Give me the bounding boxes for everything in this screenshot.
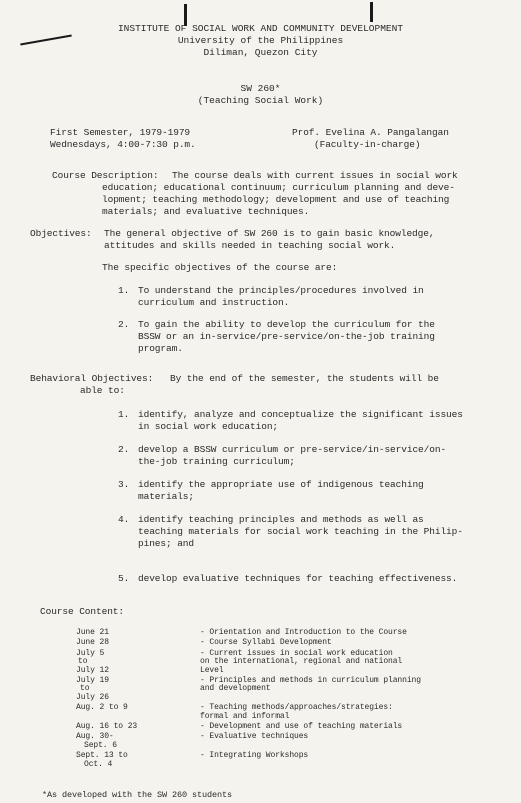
behavioral-number: 4. <box>118 514 130 525</box>
university-name: University of the Philippines <box>177 35 344 46</box>
content-date: July 12 <box>76 666 109 675</box>
content-date: June 21 <box>76 628 109 637</box>
general-objective-line: attitudes and skills needed in teaching social work. <box>104 240 396 251</box>
content-date: Sept. 13 to <box>76 751 128 760</box>
course-code: SW 260* <box>240 83 281 94</box>
content-date: Aug. 30- <box>76 732 114 741</box>
content-topic: formal and informal <box>200 712 290 721</box>
content-topic: - Integrating Workshops <box>200 751 309 760</box>
description-line: materials; and evaluative techniques. <box>102 206 310 217</box>
specific-objective-number: 2. <box>118 319 130 330</box>
content-topic: Level <box>200 666 224 675</box>
specific-objectives-intro: The specific objectives of the course are: <box>102 262 338 273</box>
content-topic: - Teaching methods/approaches/strategies: <box>200 703 393 712</box>
content-date: to <box>80 684 90 693</box>
content-topic: - Course Syllabi Development <box>200 638 332 647</box>
behavioral-line: teaching materials for social work teaching in the Philip- <box>138 526 463 537</box>
course-title: (Teaching Social Work) <box>197 95 324 106</box>
behavioral-line: develop a BSSW curriculum or pre-service/in-service/on- <box>138 444 447 455</box>
behavioral-number: 2. <box>118 444 130 455</box>
behavioral-line: the-job training curriculum; <box>138 456 295 467</box>
specific-objective-line: curriculum and instruction. <box>138 297 290 308</box>
content-date: Sept. 6 <box>84 741 117 750</box>
content-topic: - Evaluative techniques <box>200 732 309 741</box>
content-topic: - Orientation and Introduction to the Course <box>200 628 407 637</box>
content-topic: - Development and use of teaching materials <box>200 722 403 731</box>
description-label: Course Description: <box>52 170 159 181</box>
description-line: lopment; teaching methodology; development and use of teaching <box>102 194 450 205</box>
content-date: July 19 <box>76 676 109 685</box>
specific-objective-line: To gain the ability to develop the curriculum for the <box>138 319 435 330</box>
behavioral-lead: able to: <box>80 385 125 396</box>
content-date: to <box>78 657 88 666</box>
behavioral-line: pines; and <box>138 538 195 549</box>
behavioral-line: identify teaching principles and methods as well as <box>138 514 424 525</box>
behavioral-lead: By the end of the semester, the students will be <box>170 373 439 384</box>
behavioral-line: in social work education; <box>138 421 279 432</box>
content-date: July 26 <box>76 693 109 702</box>
behavioral-number: 1. <box>118 409 130 420</box>
content-topic: - Current issues in social work education <box>200 649 393 658</box>
professor-role: (Faculty-in-charge) <box>314 139 421 150</box>
content-label: Course Content: <box>40 606 125 617</box>
content-date: Aug. 16 to 23 <box>76 722 138 731</box>
content-date: July 5 <box>76 649 105 658</box>
behavioral-line: develop evaluative techniques for teaching effectiveness. <box>138 573 458 584</box>
specific-objective-line: BSSW or an in-service/pre-service/on-the-job training <box>138 331 435 342</box>
content-date: Aug. 2 to 9 <box>76 703 128 712</box>
specific-objective-number: 1. <box>118 285 130 296</box>
scan-mark-right <box>370 2 373 22</box>
professor: Prof. Evelina A. Pangalangan <box>292 127 449 138</box>
content-date: June 28 <box>76 638 109 647</box>
schedule: Wednesdays, 4:00-7:30 p.m. <box>50 139 196 150</box>
description-line: education; educational continuum; curriculum planning and deve- <box>102 182 455 193</box>
university-location: Diliman, Quezon City <box>203 47 318 58</box>
behavioral-line: identify, analyze and conceptualize the significant issues <box>138 409 463 420</box>
content-date: Oct. 4 <box>84 760 113 769</box>
behavioral-number: 5. <box>118 573 130 584</box>
behavioral-line: identify the appropriate use of indigenous teaching <box>138 479 424 490</box>
specific-objective-line: To understand the principles/procedures involved in <box>138 285 424 296</box>
behavioral-label: Behavioral Objectives: <box>30 373 154 384</box>
footnote: *As developed with the SW 260 students <box>42 790 233 800</box>
specific-objective-line: program. <box>138 343 183 354</box>
general-objective-line: The general objective of SW 260 is to gain basic knowledge, <box>104 228 435 239</box>
institute-name: INSTITUTE OF SOCIAL WORK AND COMMUNITY DEVELOPMENT <box>117 23 404 34</box>
content-topic: and development <box>200 684 271 693</box>
semester: First Semester, 1979-1979 <box>50 127 191 138</box>
behavioral-number: 3. <box>118 479 130 490</box>
content-topic: on the international, regional and national <box>200 657 403 666</box>
objectives-label: Objectives: <box>30 228 92 239</box>
behavioral-line: materials; <box>138 491 195 502</box>
description-line: The course deals with current issues in social work <box>172 170 458 181</box>
content-topic: - Principles and methods in curriculum planning <box>200 676 421 685</box>
